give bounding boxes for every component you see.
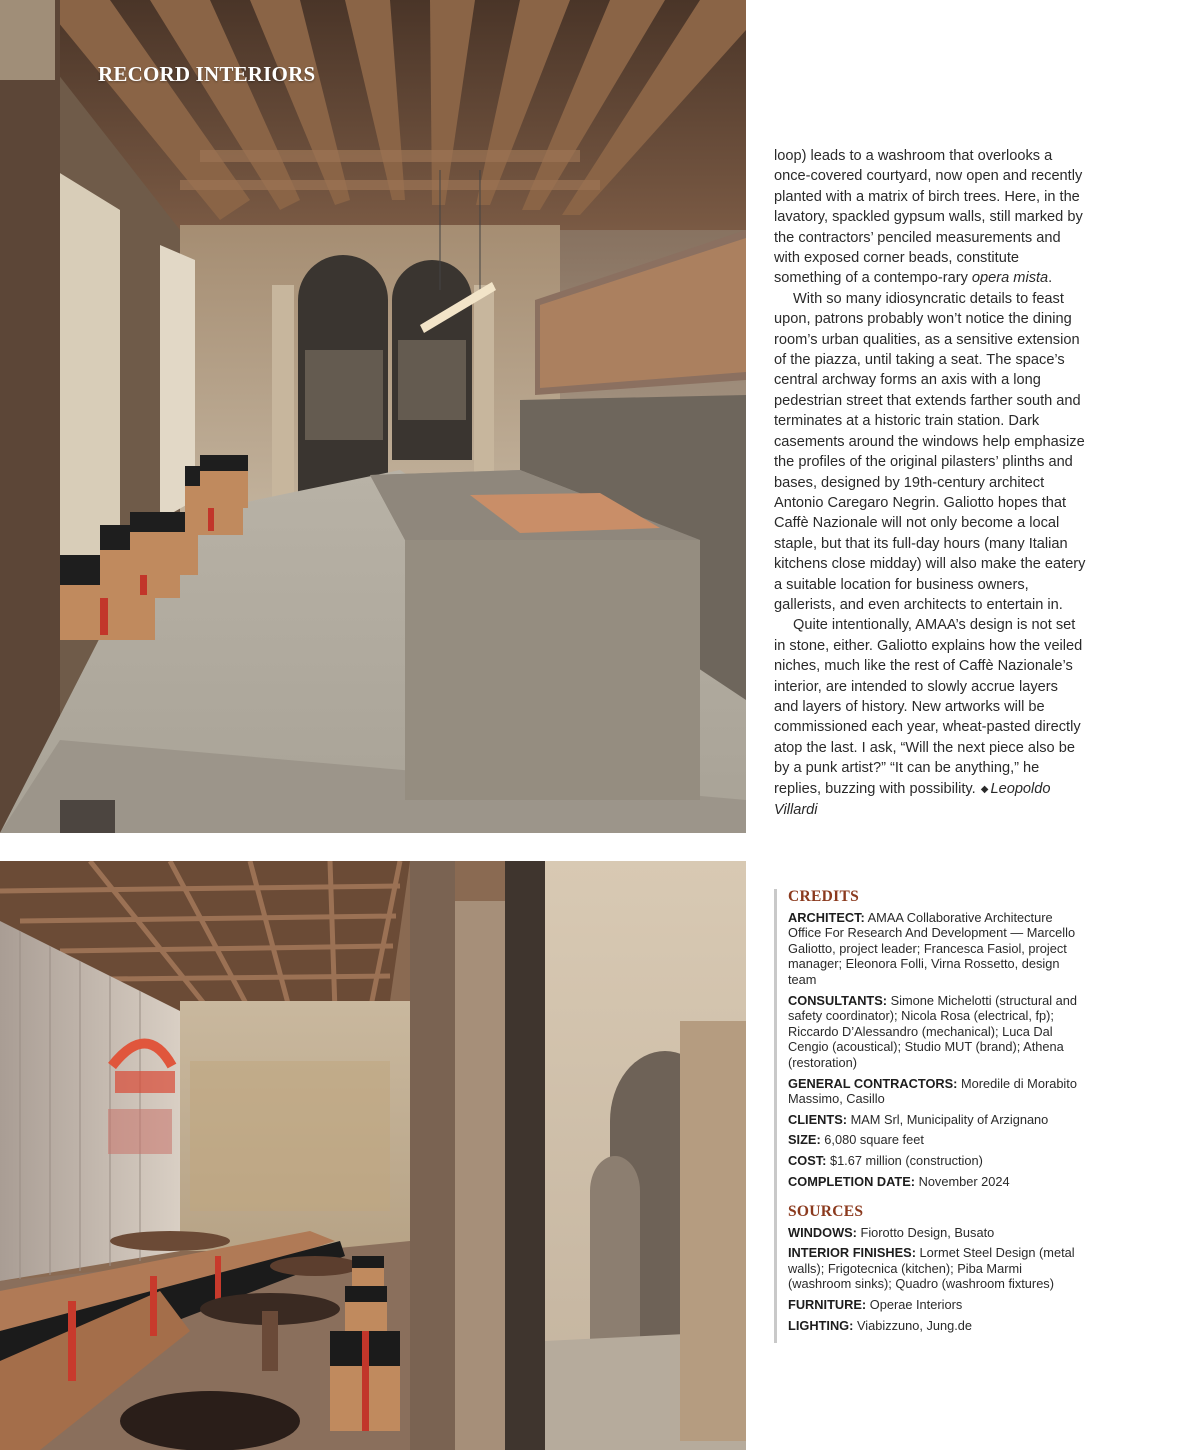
photo-dining-room [0, 861, 746, 1450]
end-mark-icon: ◆ [980, 783, 989, 795]
source-entry-windows [788, 1225, 1086, 1241]
source-text: Fiorotto Design, Busato [860, 1224, 995, 1240]
article-paragraph-text: loop) leads to a washroom that overlooks a once-covered courtyard, now open and recently planted with a matrix of birch trees. Here, in the lavatory, spackled gypsum walls, still marked by the contractors’ penciled measurements and with exposed corner beads, constitute something of a contempo-rary [774, 148, 1083, 287]
credit-entry-general-contractors [788, 1076, 1086, 1107]
credit-text: Moredile di Morabito Massimo, Casillo [788, 1075, 1077, 1107]
credit-entry-clients [788, 1112, 1086, 1128]
article-paragraph-text: Quite intentionally, AMAA’s design is not set in stone, either. Galiotto explains how the veiled niches, much like the rest of Caffè Nazionale’s interior, are intended to slowly accrue layers and layers of history. New artworks will be commissioned each year, wheat-pasted directly atop the last. I ask, “Will the next piece also be by a punk artist?” “It can be anything,” he replies, buzzing with possibility. [774, 617, 1083, 797]
credit-label: CONSULTANTS: [788, 992, 888, 1008]
article-paragraph-text: . [1048, 270, 1053, 287]
credit-entry-completion-date [788, 1174, 1086, 1190]
source-entry-furniture [788, 1297, 1086, 1313]
credit-label: CLIENTS: [788, 1111, 848, 1127]
credit-text: November 2024 [918, 1173, 1010, 1189]
source-label: INTERIOR FINISHES: [788, 1245, 916, 1261]
article-body [774, 146, 1086, 820]
dining-room-illustration [0, 861, 746, 1450]
section-label: RECORD INTERIORS [98, 62, 316, 86]
source-label: WINDOWS: [788, 1224, 857, 1240]
credits-box [774, 889, 1086, 1343]
credit-text: AMAA Collaborative Architecture Office For Research And Development — Marcello Galiotto, project leader; Francesca Fasiol, project manager; Eleonora Folli, Virna Rossetto, design team [788, 909, 1076, 987]
source-entry-lighting [788, 1318, 1086, 1334]
credit-text: 6,080 square feet [824, 1132, 924, 1148]
credit-label: COST: [788, 1152, 827, 1168]
source-entry-interior-finishes [788, 1245, 1086, 1292]
credit-text: Simone Michelotti (structural and safety coordinator); Nicola Rosa (electrical, fp); Riccardo D’Alessandro (mechanical); Luca Dal Cengio (acoustical); Studio MUT (brand); Athena (restoration) [788, 992, 1077, 1070]
credit-entry-size [788, 1132, 1086, 1148]
byline: Leopoldo Villardi [774, 780, 1051, 818]
credits-heading: CREDITS [788, 888, 860, 905]
credit-entry-consultants [788, 993, 1086, 1071]
article-paragraph [774, 146, 1086, 289]
source-label: FURNITURE: [788, 1297, 867, 1313]
article-paragraph: With so many idiosyncratic details to feast upon, patrons probably won’t notice the dining room’s urban qualities, as a sensitive extension of the piazza, until taking a seat. The space’s central archway forms an axis with a long pedestrian street that extends farther south and terminates at a historic train station. Dark casements around the windows help emphasize the profiles of the original pilasters’ plinths and bases, designed by 19th-century architect Antonio Caregaro Negrin. Galiotto hopes that Caffè Nazionale will not only become a local staple, but that its full-day hours (many Italian kitchens close midday) will also make the eatery a suitable location for business owners, gallerists, and even architects to entertain in. [774, 290, 1086, 613]
credit-entry-architect [788, 910, 1086, 988]
credit-text: MAM Srl, Municipality of Arzignano [850, 1111, 1049, 1127]
source-text: Lormet Steel Design (metal walls); Frigotecnica (kitchen); Piba Marmi (washroom sinks); Quadro (washroom fixtures) [788, 1245, 1075, 1292]
sources-heading: SOURCES [788, 1203, 864, 1221]
source-text: Operae Interiors [869, 1297, 963, 1313]
credit-entry-cost [788, 1153, 1086, 1169]
article-emphasis: opera mista [971, 270, 1049, 287]
article-paragraph [774, 615, 1086, 820]
source-label: LIGHTING: [788, 1317, 854, 1333]
credit-label: GENERAL CONTRACTORS: [788, 1075, 958, 1091]
credit-text: $1.67 million (construction) [829, 1152, 983, 1168]
photo-bar-counter [0, 0, 746, 833]
bar-counter-illustration [0, 0, 746, 833]
credit-label: SIZE: [788, 1132, 821, 1148]
credit-label: ARCHITECT: [788, 909, 865, 925]
source-text: Viabizzuno, Jung.de [856, 1317, 972, 1333]
credit-label: COMPLETION DATE: [788, 1173, 916, 1189]
